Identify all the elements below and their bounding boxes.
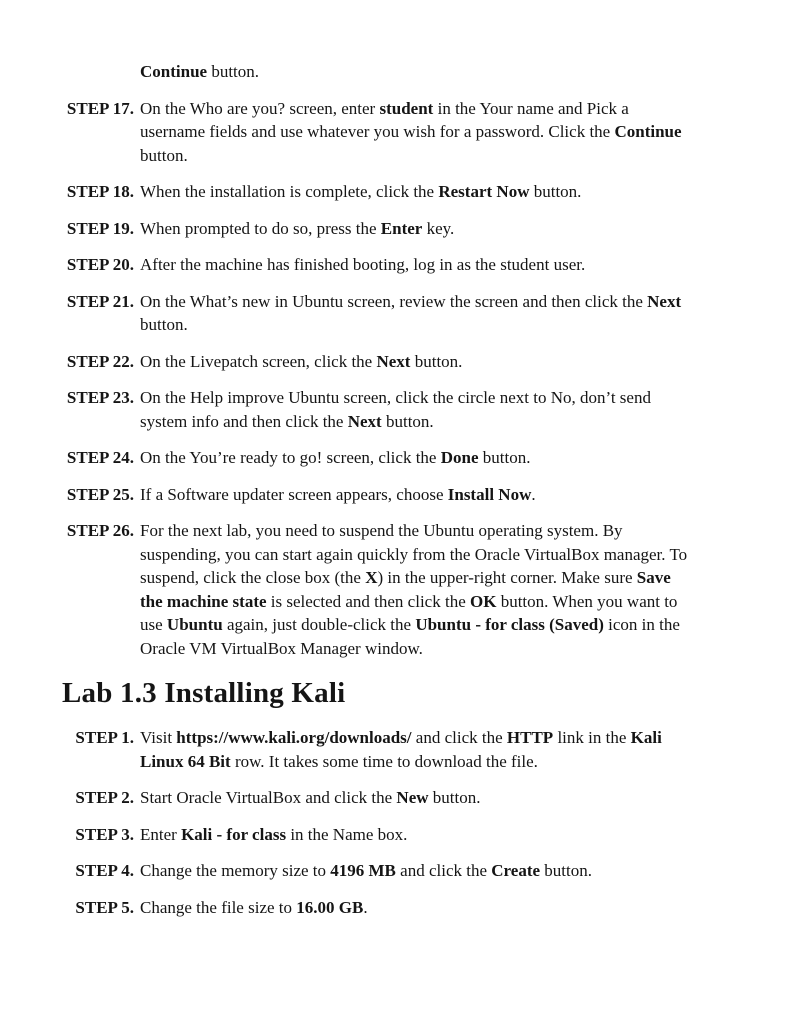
bold-text: Next bbox=[647, 291, 682, 311]
step-label: STEP 22. bbox=[66, 351, 134, 371]
text: key. bbox=[422, 218, 455, 238]
text: On the What’s new in Ubuntu screen, review the screen and then click the bbox=[140, 291, 648, 311]
step-row bbox=[57, 726, 695, 773]
bold-text: Enter bbox=[380, 218, 423, 238]
text: button. bbox=[410, 351, 463, 371]
text: For the next lab, you need to suspend the Ubuntu operating system. By suspending, you can start again quickly from the Oracle VirtualBox manager. To suspend, click the close box (the bbox=[140, 521, 688, 587]
step-label: STEP 3. bbox=[75, 824, 134, 844]
text: On the You’re ready to go! screen, click the bbox=[140, 448, 441, 467]
text: in the Your name and Pick a username fields and use whatever you wish for a password. Click the bbox=[140, 98, 629, 141]
step-text bbox=[140, 290, 695, 337]
text: . bbox=[531, 484, 536, 504]
step-row bbox=[57, 386, 695, 433]
text: button. bbox=[478, 448, 531, 467]
step-row bbox=[57, 290, 695, 337]
bold-text: Next bbox=[347, 411, 382, 431]
text: button. bbox=[529, 182, 582, 201]
text: button. bbox=[428, 788, 481, 807]
step-text bbox=[140, 823, 695, 847]
step-text bbox=[140, 446, 695, 470]
text: When the installation is complete, click the bbox=[140, 182, 439, 201]
step-row bbox=[57, 483, 695, 507]
bold-text: 4196 MB bbox=[330, 861, 396, 880]
step-text bbox=[140, 217, 695, 241]
kali-install-steps bbox=[57, 726, 695, 919]
step-text bbox=[140, 519, 695, 660]
step-text bbox=[140, 726, 695, 773]
text: button. When you want to use bbox=[140, 591, 678, 634]
bold-text: 16.00 GB bbox=[296, 897, 364, 917]
step-label: STEP 21. bbox=[66, 291, 134, 311]
step-row bbox=[57, 446, 695, 470]
text: button. bbox=[540, 861, 592, 880]
text: On the Livepatch screen, click the bbox=[140, 351, 377, 371]
text: in the Name box. bbox=[286, 824, 408, 844]
step-16-continuation-text bbox=[140, 60, 695, 84]
step-row bbox=[57, 896, 695, 920]
bold-text: Continue bbox=[614, 122, 682, 141]
step-label: STEP 18. bbox=[66, 182, 134, 201]
bold-text: Continue bbox=[140, 62, 208, 81]
ubuntu-install-steps bbox=[57, 97, 695, 661]
text: button. bbox=[140, 145, 188, 165]
text: If a Software updater screen appears, choose bbox=[140, 484, 448, 504]
text: again, just double-click the bbox=[222, 615, 416, 634]
bold-text: Done bbox=[440, 448, 479, 467]
text: and click the bbox=[411, 728, 507, 747]
step-label: STEP 24. bbox=[66, 448, 134, 467]
text: On the Help improve Ubuntu screen, click the circle next to No, don’t send system info and then click the bbox=[140, 388, 651, 431]
bold-text: Install Now bbox=[447, 484, 532, 504]
text: . bbox=[363, 897, 368, 917]
bold-text: Next bbox=[376, 351, 411, 371]
step-row bbox=[57, 253, 695, 277]
lab-1-3-heading: Lab 1.3 Installing Kali bbox=[62, 677, 346, 709]
step-text bbox=[140, 386, 695, 433]
step-row bbox=[57, 180, 695, 204]
text: ) in the upper-right corner. Make sure bbox=[377, 568, 637, 587]
step-label: STEP 19. bbox=[66, 218, 134, 238]
step-text bbox=[140, 786, 695, 810]
text: button. bbox=[140, 315, 188, 334]
step-label: STEP 1. bbox=[75, 728, 134, 747]
step-text bbox=[140, 97, 695, 168]
text: is selected and then click the bbox=[266, 591, 470, 611]
bold-text: Ubuntu - for class (Saved) bbox=[415, 615, 604, 634]
bold-text: student bbox=[379, 98, 434, 118]
step-row bbox=[57, 859, 695, 883]
step-row bbox=[57, 519, 695, 660]
step-label: STEP 26. bbox=[66, 521, 134, 540]
step-label: STEP 20. bbox=[66, 255, 134, 274]
step-label: STEP 23. bbox=[66, 388, 134, 407]
bold-text: Kali - for class bbox=[181, 824, 287, 844]
bold-text: Save the machine state bbox=[140, 568, 671, 611]
text: On the Who are you? screen, enter bbox=[140, 98, 380, 118]
text: and click the bbox=[395, 861, 492, 880]
step-text bbox=[140, 859, 695, 883]
step-text bbox=[140, 180, 695, 204]
bold-text: HTTP bbox=[506, 728, 554, 747]
text: Visit bbox=[140, 728, 177, 747]
step-label: STEP 4. bbox=[75, 861, 134, 880]
text: After the machine has finished booting, log in as the student user. bbox=[140, 255, 586, 274]
bold-text: Restart Now bbox=[438, 182, 530, 201]
step-row bbox=[57, 97, 695, 168]
bold-text: https://www.kali.org/downloads/ bbox=[176, 728, 412, 747]
text: When prompted to do so, press the bbox=[140, 218, 381, 238]
text: button. bbox=[207, 62, 260, 81]
step-text bbox=[140, 896, 695, 920]
step-row bbox=[57, 786, 695, 810]
step-label: STEP 25. bbox=[66, 484, 134, 504]
bold-text: Ubuntu bbox=[166, 615, 223, 634]
text: button. bbox=[381, 411, 434, 431]
bold-text: OK bbox=[469, 591, 497, 611]
text: Start Oracle VirtualBox and click the bbox=[140, 788, 397, 807]
bold-text: New bbox=[396, 788, 429, 807]
step-row bbox=[57, 823, 695, 847]
text: link in the bbox=[553, 728, 631, 747]
step-text bbox=[140, 253, 695, 277]
step-row bbox=[57, 350, 695, 374]
text: row. It takes some time to download the file. bbox=[230, 751, 538, 771]
bold-text: Kali Linux 64 Bit bbox=[140, 728, 662, 771]
step-row bbox=[57, 217, 695, 241]
text: Change the file size to bbox=[140, 897, 297, 917]
step-text bbox=[140, 483, 695, 507]
bold-text: X bbox=[365, 568, 378, 587]
bold-text: Create bbox=[491, 861, 541, 880]
step-label: STEP 17. bbox=[66, 98, 134, 118]
step-label: STEP 5. bbox=[75, 897, 134, 917]
step-text bbox=[140, 350, 695, 374]
text: icon in the Oracle VM VirtualBox Manager window. bbox=[140, 615, 680, 658]
step-label: STEP 2. bbox=[75, 788, 134, 807]
text: Enter bbox=[140, 824, 182, 844]
text: Change the memory size to bbox=[140, 861, 331, 880]
